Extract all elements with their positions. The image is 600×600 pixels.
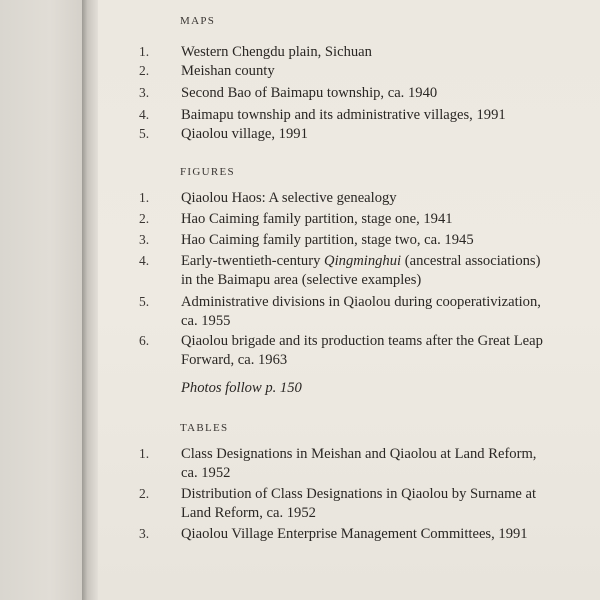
item-text-italic: Qingminghui — [324, 253, 402, 269]
item-text-part: (ancestral associations) — [401, 253, 541, 269]
item-number: 2. — [139, 211, 150, 226]
photos-note: Photos follow p. 150 — [181, 380, 302, 396]
item-text: Qiaolou brigade and its production teams after the Great Leap — [181, 333, 543, 349]
item-text: Hao Caiming family partition, stage two, ca. 1945 — [181, 232, 474, 248]
item-number: 1. — [139, 190, 150, 205]
item-number: 2. — [139, 486, 150, 501]
item-text: Distribution of Class Designations in Qiaolou by Surname at — [181, 486, 537, 502]
item-text — [181, 251, 581, 271]
maps-heading: MAPS — [180, 15, 216, 27]
item-number: 2. — [139, 63, 150, 78]
item-text-part: Early-twentieth-century — [181, 253, 325, 269]
item-number: 3. — [139, 85, 150, 100]
item-text: Second Bao of Baimapu township, ca. 1940 — [181, 85, 438, 101]
item-number: 4. — [139, 253, 150, 268]
item-number: 4. — [139, 107, 150, 122]
item-text: Western Chengdu plain, Sichuan — [181, 44, 372, 60]
item-number: 6. — [139, 333, 150, 348]
item-number: 3. — [139, 526, 150, 541]
item-number: 1. — [139, 446, 150, 461]
item-number: 1. — [139, 44, 150, 59]
item-text: Qiaolou Village Enterprise Management Committees, 1991 — [181, 526, 528, 542]
item-number: 3. — [139, 232, 150, 247]
tables-heading: TABLES — [180, 422, 229, 434]
item-text: Qiaolou Haos: A selective genealogy — [181, 190, 397, 206]
item-text-continued: Forward, ca. 1963 — [181, 352, 288, 368]
item-text: Administrative divisions in Qiaolou during cooperativization, — [181, 294, 541, 310]
item-text: Class Designations in Meishan and Qiaolou at Land Reform, — [181, 446, 537, 462]
figures-heading: FIGURES — [180, 166, 235, 178]
item-text: Baimapu township and its administrative villages, 1991 — [181, 107, 506, 123]
item-text-continued: ca. 1952 — [181, 465, 231, 481]
item-text-continued: ca. 1955 — [181, 313, 231, 329]
item-text-continued: in the Baimapu area (selective examples) — [181, 272, 422, 288]
item-number: 5. — [139, 126, 150, 141]
item-text-continued: Land Reform, ca. 1952 — [181, 505, 316, 521]
item-text: Hao Caiming family partition, stage one, 1941 — [181, 211, 453, 227]
item-text: Qiaolou village, 1991 — [181, 126, 308, 142]
item-number: 5. — [139, 294, 150, 309]
item-text: Meishan county — [181, 63, 275, 79]
